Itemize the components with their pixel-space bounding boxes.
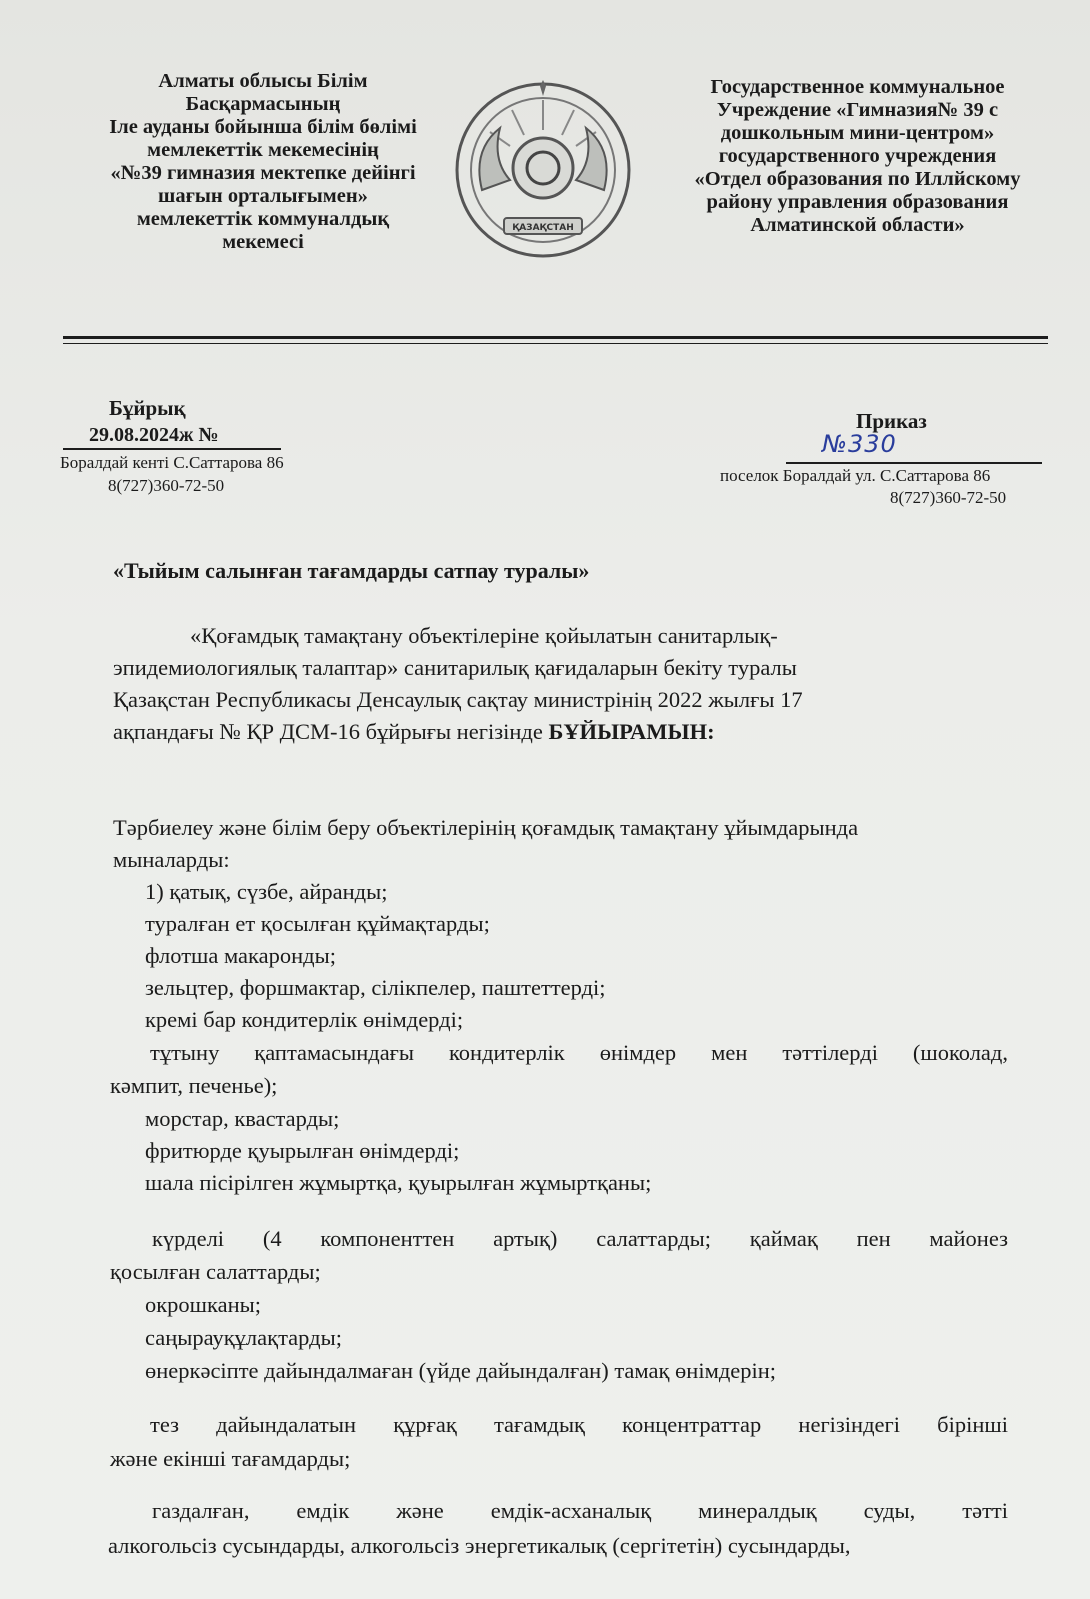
header-kz-line: Басқармасының [185,93,341,115]
header-ru-line: Учреждение «Гимназия№ 39 с [716,99,999,121]
header-divider-thick [63,336,1048,339]
list-item: флотша макаронды; [145,943,336,968]
intro-line: Тәрбиелеу және білім беру объектілерінің қоғамдық тамақтану ұйымдарында [113,815,859,840]
list-item: фритюрде қуырылған өнімдерді; [145,1138,460,1163]
header-kazakh-institution [78,70,448,254]
header-ru-line: Алматинской области» [750,214,965,236]
header-divider-thin [63,343,1048,344]
preamble-line: эпидемиологиялық талаптар» санитарилық қағидаларын бекіту туралы [113,655,797,680]
address-kz: Боралдай кенті С.Саттарова 86 [60,453,284,472]
handwritten-number: №330 [822,430,897,458]
preamble-line: «Қоғамдық тамақтану объектілеріне қойылатын санитарлық- [190,623,778,648]
list-item: кремі бар кондитерлік өнімдерді; [145,1007,464,1032]
phone-kz: 8(727)360-72-50 [108,476,225,495]
list-item: шала пісірілген жұмыртқа, қуырылған жұмыртқаны; [145,1170,652,1195]
header-ru-line: государственного учреждения [718,145,997,167]
header-kz-line: мекемесі [222,231,304,253]
header-ru-line: «Отдел образования по Иллйскому [694,168,1021,190]
header-kz-line: Іле ауданы бойынша білім бөлімі [109,116,417,138]
number-underline [786,462,1042,464]
order-word: БҰЙЫРАМЫН: [548,719,715,744]
list-item: тұтыну қаптамасындағы кондитерлік өнімдер мен тәттілерді (шоколад, [150,1040,1008,1065]
header-kz-line: мемлекеттік коммуналдық [136,208,390,230]
list-item: газдалған, емдік және емдік-асханалық минералдық суды, тәтті [152,1498,1008,1523]
header-kz-line: Алматы облысы Білім [158,70,368,92]
header-ru-line: дошкольным мини-центром» [720,122,995,144]
phone-ru: 8(727)360-72-50 [890,488,1007,507]
list-item: күрделі (4 компоненттен артық) салаттарды; қаймақ пен майонез [152,1226,1008,1251]
emblem-label: ҚАЗАҚСТАН [512,223,574,233]
doc-type-kz: Бұйрық [109,396,186,420]
header-russian-institution [645,76,1070,237]
list-item: 1) қатық, сүзбе, айранды; [145,879,388,904]
preamble-line: Қазақстан Республикасы Денсаулық сақтау министрінің 2022 жылғы 17 [113,687,803,712]
header-kz-line: «№39 гимназия мектепке дейінгі [110,162,416,184]
header-ru-line: Государственное коммунальное [710,76,1005,98]
list-item: зельцтер, форшмактар, сілікпелер, паштеттерді; [145,975,606,1000]
list-item: және екінші тағамдарды; [110,1446,351,1471]
preamble-line [113,719,715,745]
intro-line: мыналарды: [113,847,230,872]
preamble-text: ақпандағы № ҚР ДСМ-16 бұйрығы негізінде [113,719,549,744]
order-title: «Тыйым салынған тағамдарды сатпау туралы» [113,558,590,583]
date-underline [63,448,281,450]
list-item: саңырауқұлақтарды; [145,1325,342,1350]
list-item: тез дайындалатын құрғақ тағамдық концентраттар негізіндегі бірінші [150,1412,1008,1437]
document-date: 29.08.2024ж № [89,424,219,446]
list-item: өнеркәсіпте дайындалмаған (үйде дайындалған) тамақ өнімдерін; [145,1358,777,1383]
list-item: морстар, квастарды; [145,1106,340,1131]
list-item: окрошканы; [145,1292,261,1317]
header-kz-line: шағын орталығымен» [158,185,368,207]
header-ru-line: району управления образования [706,191,1009,213]
header-kz-line: мемлекеттік мекемесінің [147,139,379,161]
list-item: алкогольсіз сусындарды, алкогольсіз энергетикалық (сергітетін) сусындарды, [108,1533,851,1558]
address-ru: поселок Боралдай ул. С.Саттарова 86 [720,466,991,485]
list-item: туралған ет қосылған құймақтарды; [145,911,490,936]
doc-type-ru: Приказ [856,409,927,433]
list-item: қосылған салаттарды; [110,1259,321,1284]
state-emblem-icon [452,80,634,260]
list-item: кәмпит, печенье); [110,1073,278,1098]
